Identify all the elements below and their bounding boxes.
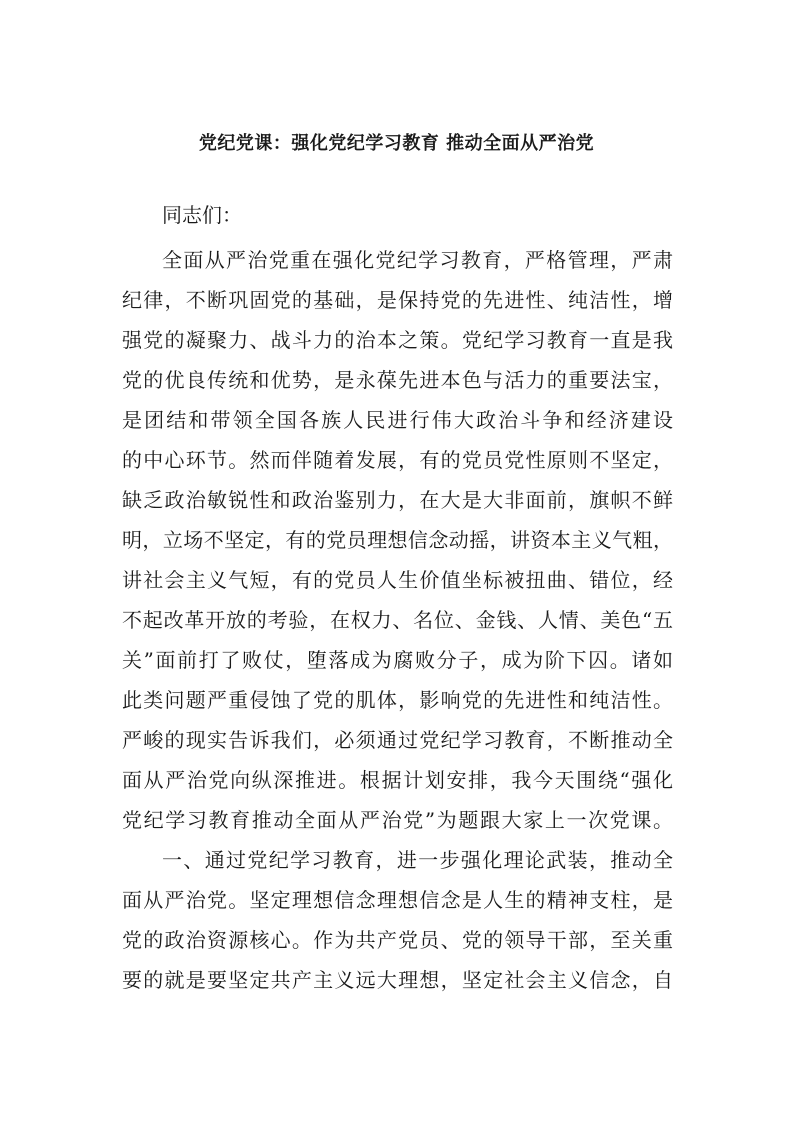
paragraph-line: 党的政治资源核心。作为共产党员、党的领导干部，至关重 [122, 928, 673, 952]
paragraph-line: 党纪学习教育推动全面从严治党”为题跟大家上一次党课。 [122, 808, 673, 832]
document-title: 党纪党课：强化党纪学习教育 推动全面从严治党 [198, 133, 595, 154]
paragraph-line: 严峻的现实告诉我们，必须通过党纪学习教育，不断推动全 [122, 728, 673, 752]
paragraph-line: 的中心环节。然而伴随着发展，有的党员党性原则不坚定， [122, 448, 673, 472]
paragraph-line: 此类问题严重侵蚀了党的肌体，影响党的先进性和纯洁性。 [122, 688, 673, 712]
paragraph-line: 明，立场不坚定，有的党员理想信念动摇，讲资本主义气粗， [122, 528, 673, 552]
paragraph-line: 是团结和带领全国各族人民进行伟大政治斗争和经济建设 [122, 408, 673, 432]
paragraph-line: 要的就是要坚定共产主义远大理想，坚定社会主义信念，自 [122, 968, 673, 992]
paragraph-line: 面从严治党向纵深推进。根据计划安排，我今天围绕“强化 [122, 768, 673, 792]
paragraph-line: 不起改革开放的考验，在权力、名位、金钱、人情、美色“五 [122, 608, 673, 632]
greeting: 同志们： [162, 203, 242, 227]
paragraph-line: 纪律，不断巩固党的基础，是保持党的先进性、纯洁性，增 [122, 288, 673, 312]
paragraph-line: 全面从严治党重在强化党纪学习教育，严格管理，严肃 [162, 248, 673, 272]
paragraph-line: 缺乏政治敏锐性和政治鉴别力，在大是大非面前，旗帜不鲜 [122, 488, 673, 512]
paragraph-line: 讲社会主义气短，有的党员人生价值坐标被扭曲、错位，经 [122, 568, 673, 592]
section-heading-line: 一、通过党纪学习教育，进一步强化理论武装，推动全 [162, 848, 673, 872]
paragraph-line: 强党的凝聚力、战斗力的治本之策。党纪学习教育一直是我 [122, 328, 673, 352]
paragraph-line: 党的优良传统和优势，是永葆先进本色与活力的重要法宝， [122, 368, 673, 392]
paragraph-line: 面从严治党。坚定理想信念理想信念是人生的精神支柱，是 [122, 888, 673, 912]
paragraph-line: 关”面前打了败仗，堕落成为腐败分子，成为阶下囚。诸如 [122, 648, 673, 672]
